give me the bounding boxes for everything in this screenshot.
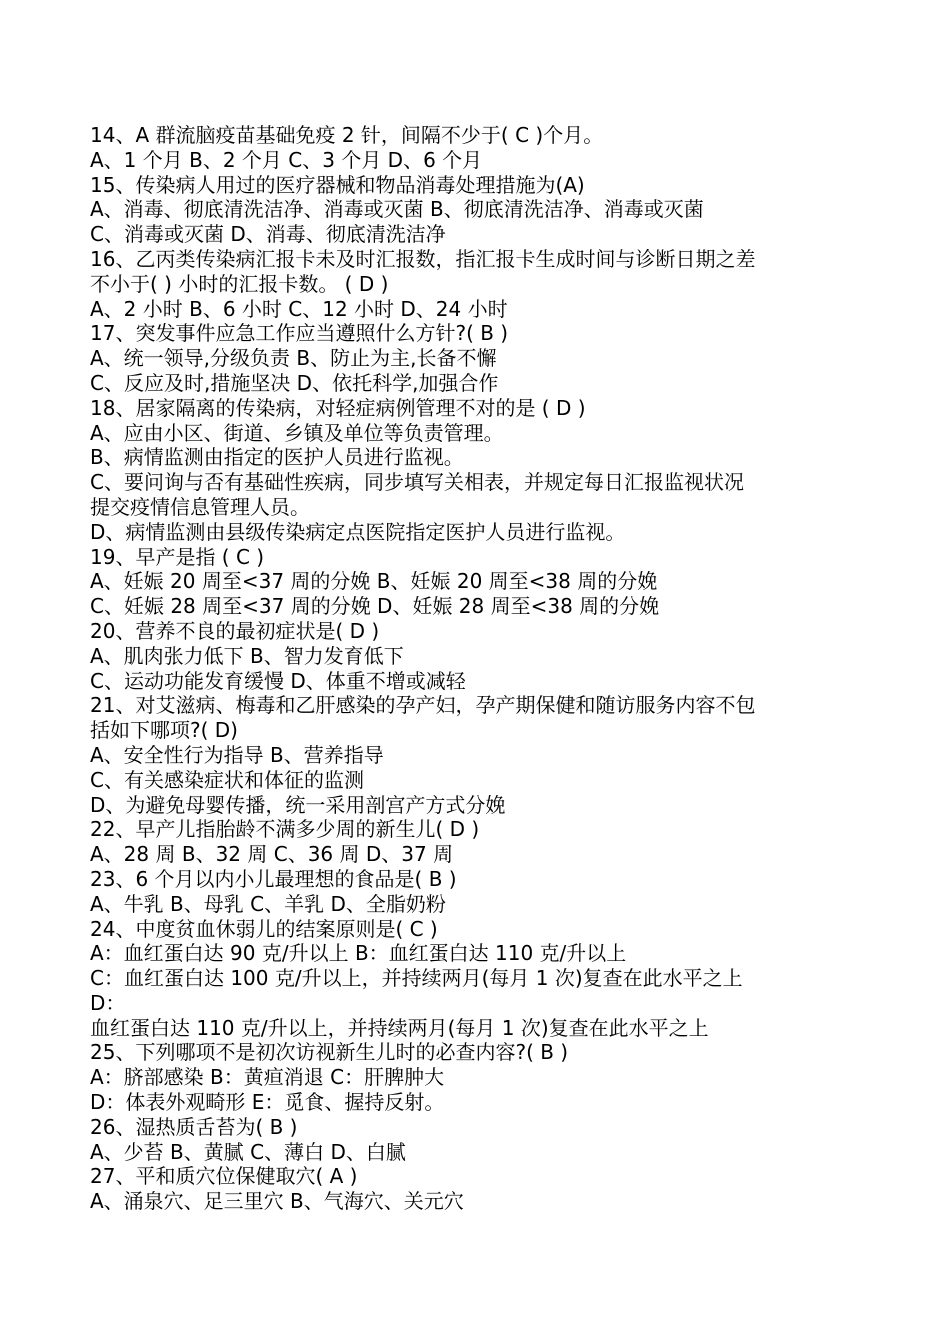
line-q16-cont: 不小于( ) 小时的汇报卡数。 ( D ): [90, 271, 389, 296]
line-q17: 17、突发事件应急工作应当遵照什么方针?( B ): [90, 321, 509, 346]
line-q22: 22、早产儿指胎龄不满多少周的新生儿( D ): [90, 817, 480, 842]
line-q17-options-ab: A、统一领导,分级负责 B、防止为主,长备不懈: [90, 346, 497, 371]
line-q25-options-abc: A：脐部感染 B：黄疸消退 C：肝脾肿大: [90, 1065, 445, 1090]
line-q22-options: A、28 周 B、32 周 C、36 周 D、37 周: [90, 842, 454, 867]
line-q15-options-ab: A、消毒、彻底清洗洁净、消毒或灭菌 B、彻底清洗洁净、消毒或灭菌: [90, 197, 704, 222]
line-q21-options-ab: A、安全性行为指导 B、营养指导: [90, 742, 384, 767]
line-q18: 18、居家隔离的传染病，对轻症病例管理不对的是 ( D ): [90, 395, 586, 420]
line-q26: 26、湿热质舌苔为( B ): [90, 1114, 298, 1139]
line-q27: 27、平和质穴位保健取穴( A ): [90, 1164, 358, 1189]
line-q23-options: A、牛乳 B、母乳 C、羊乳 D、全脂奶粉: [90, 891, 446, 916]
line-q14-options: A、1 个月 B、2 个月 C、3 个月 D、6 个月: [90, 147, 483, 172]
line-q18-option-d: D、病情监测由县级传染病定点医院指定医护人员进行监视。: [90, 519, 626, 544]
line-q21: 21、对艾滋病、梅毒和乙肝感染的孕产妇，孕产期保健和随访服务内容不包: [90, 693, 756, 718]
line-q20: 20、营养不良的最初症状是( D ): [90, 618, 380, 643]
line-q27-options: A、涌泉穴、足三里穴 B、气海穴、关元穴: [90, 1189, 464, 1214]
line-q24-option-c: C：血红蛋白达 100 克/升以上，并持续两月(每月 1 次)复查在此水平之上: [90, 966, 743, 991]
line-q17-options-cd: C、反应及时,措施坚决 D、依托科学,加强合作: [90, 370, 499, 395]
line-q24: 24、中度贫血休弱儿的结案原则是( C ): [90, 916, 438, 941]
line-q19: 19、早产是指 ( C ): [90, 544, 265, 569]
line-q20-options-cd: C、运动功能发育缓慢 D、体重不增或减轻: [90, 668, 466, 693]
line-q21-option-c: C、有关感染症状和体征的监测: [90, 767, 364, 792]
line-q19-options-ab: A、妊娠 20 周至<37 周的分娩 B、妊娠 20 周至<38 周的分娩: [90, 569, 658, 594]
line-q25: 25、下列哪项不是初次访视新生儿时的必查内容?( B ): [90, 1040, 569, 1065]
line-q20-options-ab: A、肌肉张力低下 B、智力发育低下: [90, 643, 404, 668]
document-page: [90, 123, 890, 1214]
line-q18-option-a: A、应由小区、街道、乡镇及单位等负责管理。: [90, 420, 504, 445]
line-q14: 14、A 群流脑疫苗基础免疫 2 针，间隔不少于( C )个月。: [90, 123, 604, 147]
line-q18-option-b: B、病情监测由指定的医护人员进行监视。: [90, 445, 464, 470]
line-q16-options: A、2 小时 B、6 小时 C、12 小时 D、24 小时: [90, 296, 508, 321]
line-q24-option-d: 血红蛋白达 110 克/升以上，并持续两月(每月 1 次)复查在此水平之上: [90, 1015, 709, 1040]
line-q19-options-cd: C、妊娠 28 周至<37 周的分娩 D、妊娠 28 周至<38 周的分娩: [90, 594, 660, 619]
line-q23: 23、6 个月以内小儿最理想的食品是( B ): [90, 866, 457, 891]
line-q18-option-c: C、要问询与否有基础性疾病，同步填写关相表，并规定每日汇报监视状况: [90, 470, 744, 495]
line-q18-option-c-cont: 提交疫情信息管理人员。: [90, 494, 310, 519]
line-q26-options: A、少苔 B、黄腻 C、薄白 D、白腻: [90, 1139, 406, 1164]
line-q24-options-ab: A：血红蛋白达 90 克/升以上 B：血红蛋白达 110 克/升以上: [90, 941, 627, 966]
line-q21-option-d: D、为避免母婴传播，统一采用剖宫产方式分娩: [90, 792, 506, 817]
line-q15-options-cd: C、消毒或灭菌 D、消毒、彻底清洗洁净: [90, 222, 446, 247]
line-q16: 16、乙丙类传染病汇报卡未及时汇报数，指汇报卡生成时间与诊断日期之差: [90, 246, 756, 271]
line-q25-options-de: D：体表外观畸形 E：觅食、握持反射。: [90, 1090, 445, 1115]
line-q15: 15、传染病人用过的医疗器械和物品消毒处理措施为(A): [90, 172, 585, 197]
line-q21-cont: 括如下哪项?( D): [90, 718, 238, 743]
line-q24-option-d-label: D：: [90, 990, 126, 1015]
